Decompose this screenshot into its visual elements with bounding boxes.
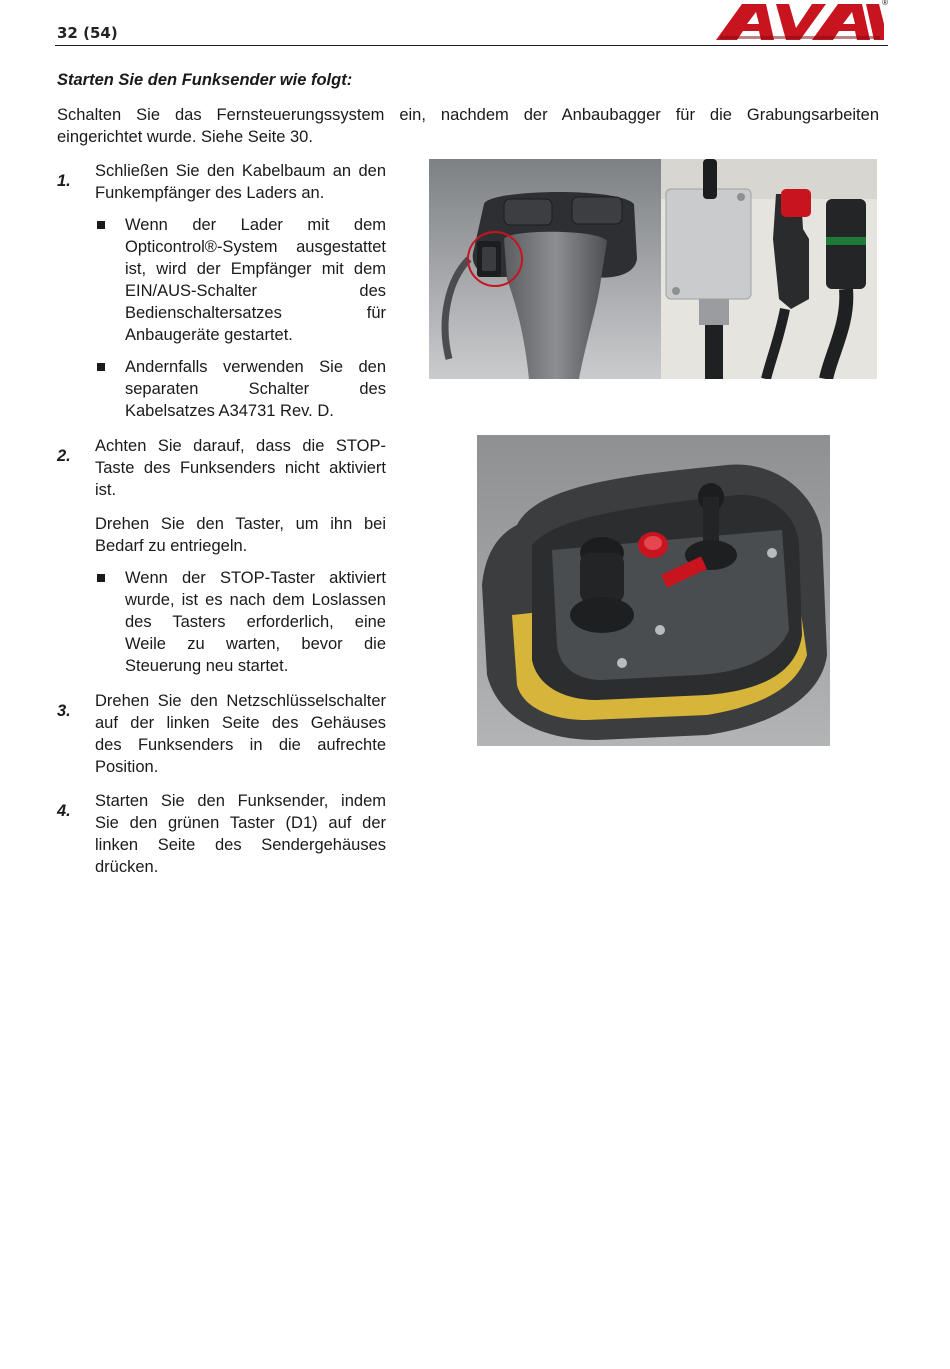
bullet-text — [125, 567, 386, 677]
text-line: Bedienschaltersatzes für — [125, 304, 386, 322]
text-line: linken Seite des Sendergehäuses — [95, 836, 386, 854]
text-line: drücken. — [95, 858, 159, 876]
text-line: Weile zu warten, bevor die — [125, 635, 386, 653]
step-number: 2. — [57, 447, 71, 465]
step-3 — [57, 690, 386, 785]
text-line: Position. — [95, 758, 159, 776]
step-extra-text — [95, 513, 386, 557]
text-line: Funkempfänger des Laders an. — [95, 184, 325, 202]
text-line: EIN/AUS-Schalter des — [125, 282, 386, 300]
bullet-text — [125, 356, 386, 422]
text-line: auf der linken Seite des Gehäuses — [95, 714, 386, 732]
step-number: 4. — [57, 802, 71, 820]
text-line: Drehen Sie den Taster, um ihn bei — [95, 515, 386, 533]
receiver-box-photo — [661, 159, 877, 379]
page-number: 32 (54) — [57, 24, 118, 42]
bullet-marker — [97, 574, 107, 584]
intro-line: eingerichtet wurde. Siehe Seite 30. — [57, 128, 313, 146]
step-1 — [57, 160, 386, 430]
logo-registered-mark: ® — [882, 0, 888, 7]
bullet-text — [125, 214, 386, 346]
step-text — [95, 790, 386, 878]
step-text — [95, 690, 386, 778]
text-line: Achten Sie darauf, dass die STOP- — [95, 437, 386, 455]
text-line: Anbaugeräte gestartet. — [125, 326, 293, 344]
text-line: Wenn der Lader mit dem — [125, 216, 386, 234]
text-line: des Funksenders in die aufrechte — [95, 736, 386, 754]
page-header — [55, 0, 888, 46]
text-line: ist. — [95, 481, 117, 499]
text-line: Andernfalls verwenden Sie den — [125, 358, 386, 376]
bullet-marker — [97, 363, 107, 373]
text-line: des Tasters erforderlich, eine — [125, 613, 386, 631]
text-line: Bedarf zu entriegeln. — [95, 537, 248, 555]
bullet-marker — [97, 221, 107, 231]
step-4 — [57, 790, 386, 885]
intro-paragraph — [57, 104, 879, 148]
text-line: wurde, ist es nach dem Loslassen — [125, 591, 386, 609]
section-heading: Starten Sie den Funksender wie folgt: — [57, 71, 353, 89]
text-line: Kabelsatzes A34731 Rev. D. — [125, 402, 334, 420]
text-line: Wenn der STOP-Taster aktiviert — [125, 569, 386, 587]
text-line: Taste des Funksenders nicht aktiviert — [95, 459, 386, 477]
radio-transmitter-photo — [477, 435, 830, 746]
text-line: Schließen Sie den Kabelbaum an den — [95, 162, 386, 180]
text-line: Drehen Sie den Netzschlüsselschalter — [95, 692, 386, 710]
step-text — [95, 435, 386, 501]
text-line: ist, wird der Empfänger mit dem — [125, 260, 386, 278]
joystick-handle-photo — [429, 159, 661, 379]
step-2 — [57, 435, 386, 685]
intro-line: Schalten Sie das Fernsteuerungssystem ein, nachdem der Anbaubagger für die Grabungsarbeiten — [57, 106, 879, 124]
step-text — [95, 160, 386, 204]
text-line: Opticontrol®-System ausgestattet — [125, 238, 386, 256]
text-line: Starten Sie den Funksender, indem — [95, 792, 386, 810]
step-number: 3. — [57, 702, 71, 720]
text-line: Sie den grünen Taster (D1) auf der — [95, 814, 386, 832]
avant-logo — [716, 0, 886, 42]
step-number: 1. — [57, 172, 71, 190]
text-line: separaten Schalter des — [125, 380, 386, 398]
text-line: Steuerung neu startet. — [125, 657, 289, 675]
